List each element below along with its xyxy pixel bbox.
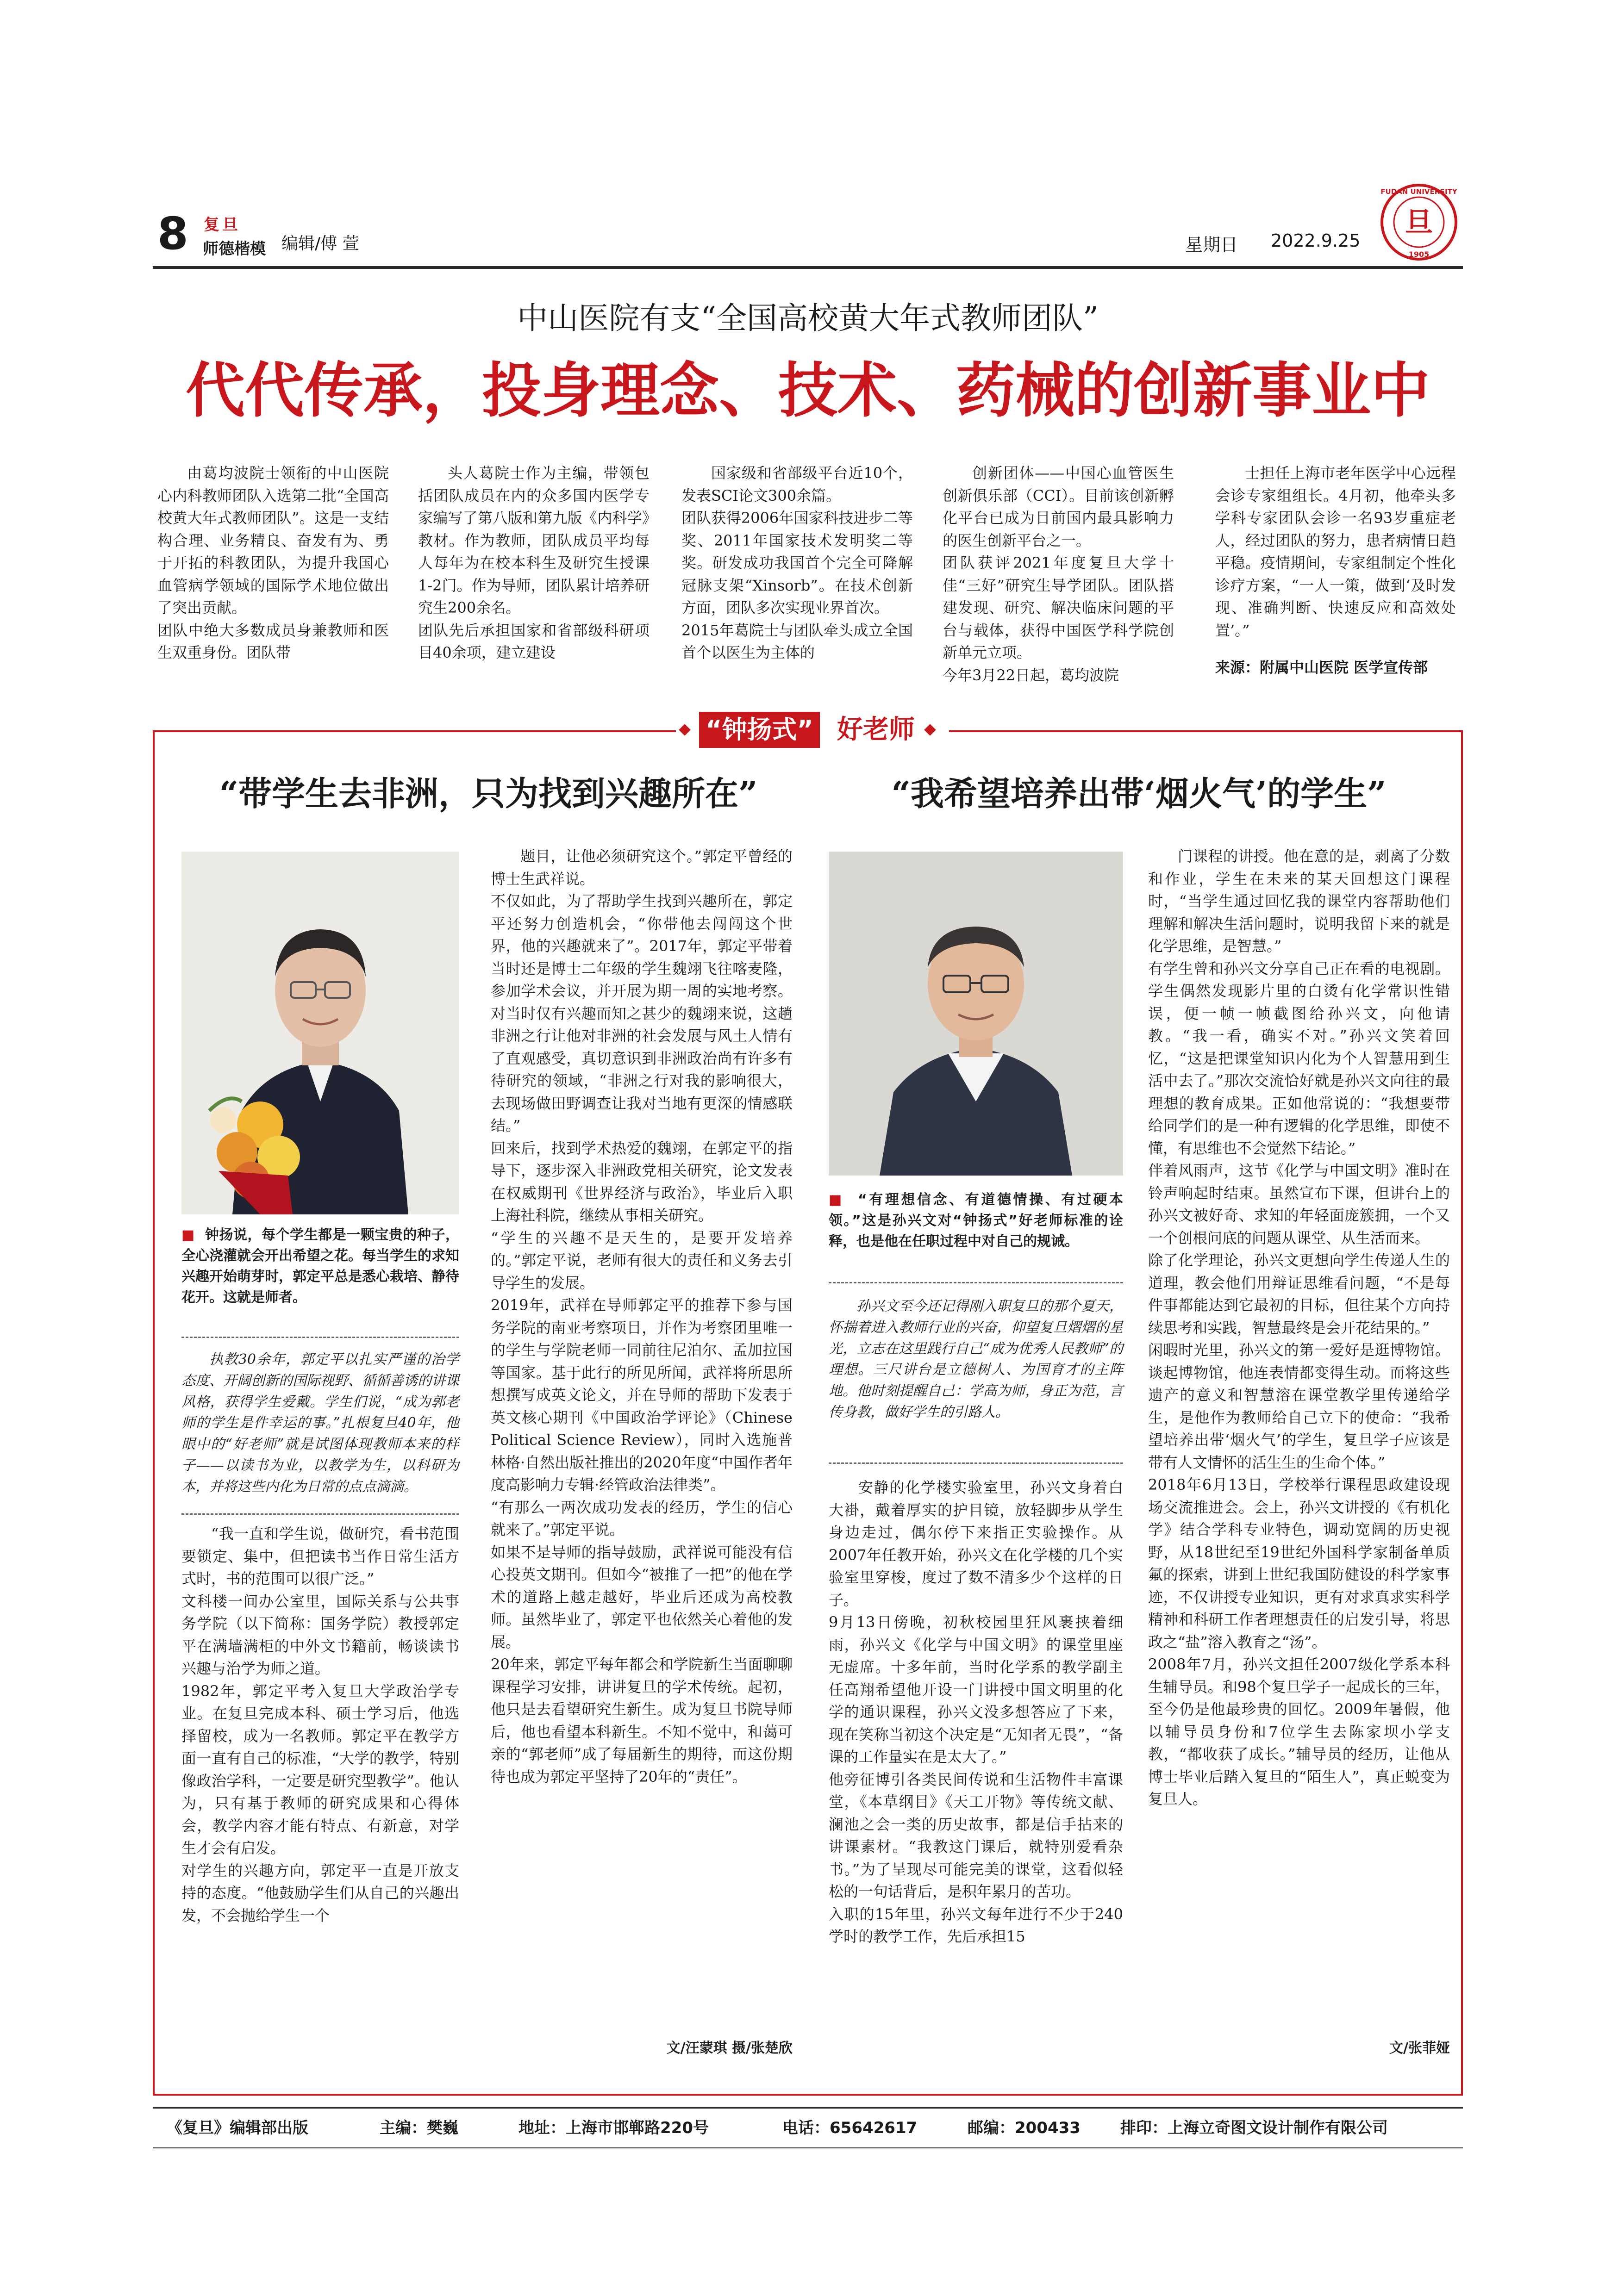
right-caption-text: “有理想信念、有道德情操、有过硬本领。”这是孙兴文对“钟扬式”好老师标准的诠释，也是他在任职过程中对自己的规诫。 — [829, 1192, 1124, 1250]
banner-rest: 好老师 — [837, 715, 915, 745]
footer-rule-bottom — [153, 2147, 1463, 2148]
left-byline: 文/汪蒙琪 摄/张楚欣 — [666, 2040, 793, 2056]
right-col2-text: 门课程的讲授。他在意的是，剥离了分数和作业，学生在未来的某天回想这门课程时，“当学生通过回忆我的课堂内容帮助他们理解和解决生活问题时，说明我留下来的就是化学思维，是智慧。” 有学生曾和孙兴文分享自己正在看的电视剧。学生偶然发现影片里的白烫有化学常识性错误，便一帧一帧截图给孙兴文，向他请教。“我一看，确实不对。”孙兴文笑着回忆，“这是把课堂知识内化为个人智慧用到生活中去了。”那次交流恰好就是孙兴文向往的最理想的教育成果。正如他常说的：“我想要带给同学们的是一种有逻辑的化学思维，即使不懂，有思维也不会觉然下结论。” 伴着风雨声，这节《化学与中国文明》准时在铃声响起时结束。虽然宣布下课，但讲台上的孙兴文被好奇、求知的年轻面庞簇拥，一个又一个创根问底的问题从课堂、从生活而来。 除了化学理论，孙兴文更想向学生传递人生的道理，教会他们用辩证思维看问题，“不是每件事都能达到它最初的目标，但往某个方向持续思考和实践，智慧最终是会开花结果的。” 闲暇时光里，孙兴文的第一爱好是逛博物馆。谈起博物馆，他连表情都变得生动。而将这些遗产的意义和智慧溶在课堂教学里传递给学生，是他作为教师给自己立下的使命：“我希望培养出带‘烟火气’的学生，复旦学子应该是带有人文情怀的活生生的生命个体。” 2018年6月13日，学校举行课程思政建设现场交流推进会。会上，孙兴文讲授的《有机化学》结合学科专业特色，调动宽阔的历史视野，从18世纪至19世纪外国科学家制备单质氟的探索，讲到上世纪我国防健设的科学家事迹，不仅讲授专业知识，更有对求真求实科学精神和科研工作者理想责任的启发引导，将思政之“盐”溶入教育之“汤”。 2008年7月，孙兴文担任2007级化学系本科生辅导员。和98个复旦学子一起成长的三年，至今仍是他最珍贵的回忆。2009年暑假，他以辅导员身份和7位学生去陈家坝小学支教，“都收获了成长。”辅导员的经历，让他从博士毕业后踏入复旦的“陌生人”，真正蜕变为复旦人。 — [1148, 847, 1450, 1808]
lead-column-1 — [157, 462, 389, 693]
editor-credit: 编辑/傅 萱 — [281, 234, 359, 253]
left-story-title: “带学生去非洲，只为找到兴趣所在” — [219, 774, 758, 813]
feature-box-top-right — [949, 730, 1463, 732]
seal-lettering: FUDAN UNIVERSITY — [1380, 187, 1457, 196]
left-caption-text: 钟扬说，每个学生都是一颗宝贵的种子，全心浇灌就会开出希望之花。每当学生的求知兴趣开始萌芽时，郭定平总是悉心栽培、静待花开。这就是师者。 — [181, 1227, 459, 1306]
lead-column-2 — [418, 462, 650, 693]
left-story-col1 — [181, 1523, 459, 2064]
lead-column-4 — [943, 462, 1174, 693]
right-story-col2 — [1148, 845, 1450, 2039]
right-story-title: “我希望培养出带‘烟火气’的学生” — [891, 774, 1387, 813]
feature-box-top-left — [153, 730, 676, 732]
footer-address: 地址：上海市邯郸路220号 — [518, 2119, 709, 2137]
lead-text-4: 创新团体——中国心血管医生创新俱乐部（CCI）。目前该创新孵化平台已成为目前国内最具影响力的医生创新平台之一。 团队获评2021年度复旦大学十佳“三好”研究生导学团队。团队搭建发现、研究、解决临床问题的平台与载体，获得中国医学科学院创新单元立项。 今年3月22日起，葛均波院 — [943, 464, 1174, 684]
feature-box-left — [153, 730, 155, 2096]
footer-publisher: 《复旦》编辑部出版 — [167, 2119, 308, 2137]
footer-typesetting: 排印：上海立奇图文设计制作有限公司 — [1120, 2119, 1388, 2137]
portrait-photo-sun — [829, 852, 1123, 1176]
right-story-col1 — [829, 1476, 1123, 2078]
feature-box-right — [1461, 730, 1463, 2096]
right-intro-rule-bottom — [829, 1462, 1123, 1464]
page-number: 8 — [157, 208, 188, 260]
lead-text-5: 士担任上海市老年医学中心远程会诊专家组组长。4月初，他牵头多学科专家团队会诊一名93岁重症老人，经过团队的努力，患者病情日趋平稳。疫情期间，专家组制定个性化诊疗方案，“一人一策，做到‘及时发现、准确判断、快速反应和高效处置’。” — [1215, 464, 1456, 639]
left-story-col2 — [491, 845, 793, 2039]
banner-diamond-right — [924, 724, 936, 735]
footer-phone: 电话：65642617 — [782, 2119, 918, 2137]
right-byline: 文/张菲娅 — [1389, 2040, 1450, 2056]
lead-text-1: 由葛均波院士领衔的中山医院心内科教师团队入选第二批“全国高校黄大年式教师团队”。这是一支结构合理、业务精良、奋发有为、勇于开拓的科教团队，为提升我国心血管病学领域的国际学术地位做出了突出贡献。 团队中绝大多数成员身兼教师和医生双重身份。团队带 — [157, 464, 389, 661]
lead-source: 来源：附属中山医院 医学宣传部 — [1215, 659, 1428, 676]
university-seal — [1380, 183, 1458, 261]
lead-column-5 — [1215, 462, 1456, 670]
portrait-photo-guo — [181, 852, 459, 1214]
left-col1-text: “我一直和学生说，做研究，看书范围要锁定、集中，但把读书当作日常生活方式时，书的范围可以很广泛。” 文科楼一间办公室里，国际关系与公共事务学院（以下简称：国务学院）教授郭定平在满墙满柜的中外文书籍前，畅谈读书兴趣与治学为师之道。 1982年，郭定平考入复旦大学政治学专业。在复旦完成本科、硕士学习后，他选择留校，成为一名教师。郭定平在教学方面一直有自己的标准，“大学的教学，特别像政治学科，一定要是研究型教学”。他认为，只有基于教师的研究成果和心得体会，教学内容才能有特点、有新意，对学生才会有启发。 对学生的兴趣方向，郭定平一直是开放支持的态度。“他鼓励学生们从自己的兴趣出发，不会抛给学生一个 — [181, 1525, 459, 1924]
banner-diamond-left — [679, 724, 690, 735]
lead-text-2: 头人葛院士作为主编，带领包括团队成员在内的众多国内医学专家编写了第八版和第九版《内科学》教材。作为教师，团队成员平均每人每年为在校本科生及研究生授课1-2门。作为导师，团队累计培养研究生200余名。 团队先后承担国家和省部级科研项目40余项，建立建设 — [418, 464, 650, 661]
footer-bar — [157, 2115, 1463, 2141]
weekday: 星期日 — [1185, 235, 1238, 255]
header-rule — [153, 266, 1463, 269]
seal-character: 旦 — [1405, 206, 1433, 239]
section-name: 师德楷模 — [203, 240, 266, 258]
right-intro-rule-top — [829, 1282, 1123, 1283]
footer-postcode: 邮编：200433 — [968, 2119, 1081, 2137]
right-photo-caption — [829, 1189, 1123, 1252]
banner-quoted: “钟扬式” — [699, 712, 820, 748]
feature-banner — [681, 708, 944, 753]
left-intro-rule-bottom — [181, 1513, 459, 1515]
seal-year: 1905 — [1408, 250, 1430, 259]
left-intro-rule-top — [181, 1337, 459, 1338]
right-col1-text: 安静的化学楼实验室里，孙兴文身着白大褂，戴着厚实的护目镜，放轻脚步从学生身边走过，偶尔停下来指正实验操作。从2007年任教开始，孙兴文在化学楼的几个实验室里穿梭，度过了数不清多少个这样的日子。 9月13日傍晚，初秋校园里狂风裹挟着细雨，孙兴文《化学与中国文明》的课堂里座无虚席。十多年前，当时化学系的教学副主任高翔希望他开设一门讲授中国文明里的化学的通识课程，孙兴文没多想答应了下来，现在笑称当初这个决定是“无知者无畏”，“备课的工作量实在是太大了。” 他旁征博引各类民间传说和生活物件丰富课堂，《本草纲目》《天工开物》等传统文献、澜池之会一类的历史故事，都是信手拈来的讲课素材。“我教这门课后，就特别爱看杂书。”为了呈现尽可能完美的课堂，这看似轻松的一句话背后，是积年累月的苦功。 入职的15年里，孙兴文每年进行不少于240学时的教学工作，先后承担15 — [829, 1479, 1123, 1945]
right-story-intro: 孙兴文至今还记得刚入职复旦的那个夏天，怀揣着进入教师行业的兴奋，仰望复旦熠熠的星光，立志在这里践行自己“成为优秀人民教师”的理想。三尺讲台是立德树人、为国育才的主阵地。他时刻提醒自己：学高为师，身正为范，言传身教，做好学生的引路人。 — [829, 1298, 1123, 1420]
headline-main: 代代传承，投身理念、技术、药械的创新事业中 — [185, 356, 1430, 425]
lead-text-3: 国家级和省部级平台近10个，发表SCI论文300余篇。 团队获得2006年国家科技进步二等奖、2011年国家技术发明奖二等奖。研发成功我国首个完全可降解冠脉支架“Xinsorb”。在技术创新方面，团队多次实现业界首次。 2015年葛院士与团队牵头成立全国首个以医生为主体的 — [681, 464, 913, 661]
footer-rule-top — [153, 2107, 1463, 2109]
left-story-intro: 执教30余年，郭定平以扎实严谨的治学态度、开阔创新的国际视野、循循善诱的讲课风格，获得学生爱戴。学生们说，“成为郭老师的学生是件幸运的事。”扎根复旦40年，他眼中的“好老师”就是试图体现教师本来的样子——以读书为业，以教学为生，以科研为本，并将这些内化为日常的点点滴滴。 — [181, 1351, 459, 1495]
left-photo-caption — [181, 1225, 459, 1308]
caption-marker-right: ■ — [829, 1192, 844, 1208]
feature-box-bottom — [153, 2094, 1463, 2096]
left-col2-text: 题目，让他必须研究这个。”郭定平曾经的博士生武祥说。 不仅如此，为了帮助学生找到兴趣所在，郭定平还努力创造机会，“你带他去闯闯这个世界，他的兴趣就来了”。2017年，郭定平带着当时还是博士二年级的学生魏翊飞往喀麦隆，参加学术会议，并开展为期一周的实地考察。对当时仅有兴趣而知之甚少的魏翊来说，这趟非洲之行让他对非洲的社会发展与风土人情有了直观感受，真切意识到非洲政治尚有许多有待研究的领域，“非洲之行对我的影响很大，去现场做田野调查让我对当地有更深的情感联结。” 回来后，找到学术热爱的魏翊，在郭定平的指导下，逐步深入非洲政党相关研究，论文发表在权威期刊《世界经济与政治》，毕业后入职上海社科院，继续从事相关研究。 “学生的兴趣不是天生的，是要开发培养的。”郭定平说，老师有很大的责任和义务去引导学生的发展。 2019年，武祥在导师郭定平的推荐下参与国务学院的南亚考察项目，并作为考察团里唯一的学生与学院老师一同前往尼泊尔、孟加拉国等国家。基于此行的所见所闻，武祥将所思所想撰写成英文论文，并在导师的帮助下发表于英文核心期刊《中国政治学评论》（Chinese Political Science Review），同时入选施普林格·自然出版社推出的2020年度“中国作者年度高影响力专辑·经管政治法律类”。 “有那么一两次成功发表的经历，学生的信心就来了。”郭定平说。 如果不是导师的指导鼓励，武祥说可能没有信心投英文期刊。但如今“被推了一把”的他在学术的道路上越走越好，毕业后还成为高校教师。虽然毕业了，郭定平也依然关心着他的发展。 20年来，郭定平每年都会和学院新生当面聊聊课程学习安排，讲讲复旦的学术传统。起初，他只是去看望研究生新生。成为复旦书院导师后，他也看望本科新生。不知不觉中，和蔼可亲的“郭老师”成了每届新生的期待，而这份期待也成为郭定平坚持了20年的“责任”。 — [491, 847, 793, 1786]
caption-marker-left: ■ — [181, 1227, 195, 1243]
footer-chief-editor: 主编：樊巍 — [380, 2119, 458, 2137]
headline-kicker: 中山医院有支“全国高校黄大年式教师团队” — [517, 300, 1099, 336]
issue-date: 2022.9.25 — [1271, 230, 1361, 251]
paper-name: 复旦 — [204, 216, 241, 234]
lead-column-3 — [681, 462, 913, 693]
